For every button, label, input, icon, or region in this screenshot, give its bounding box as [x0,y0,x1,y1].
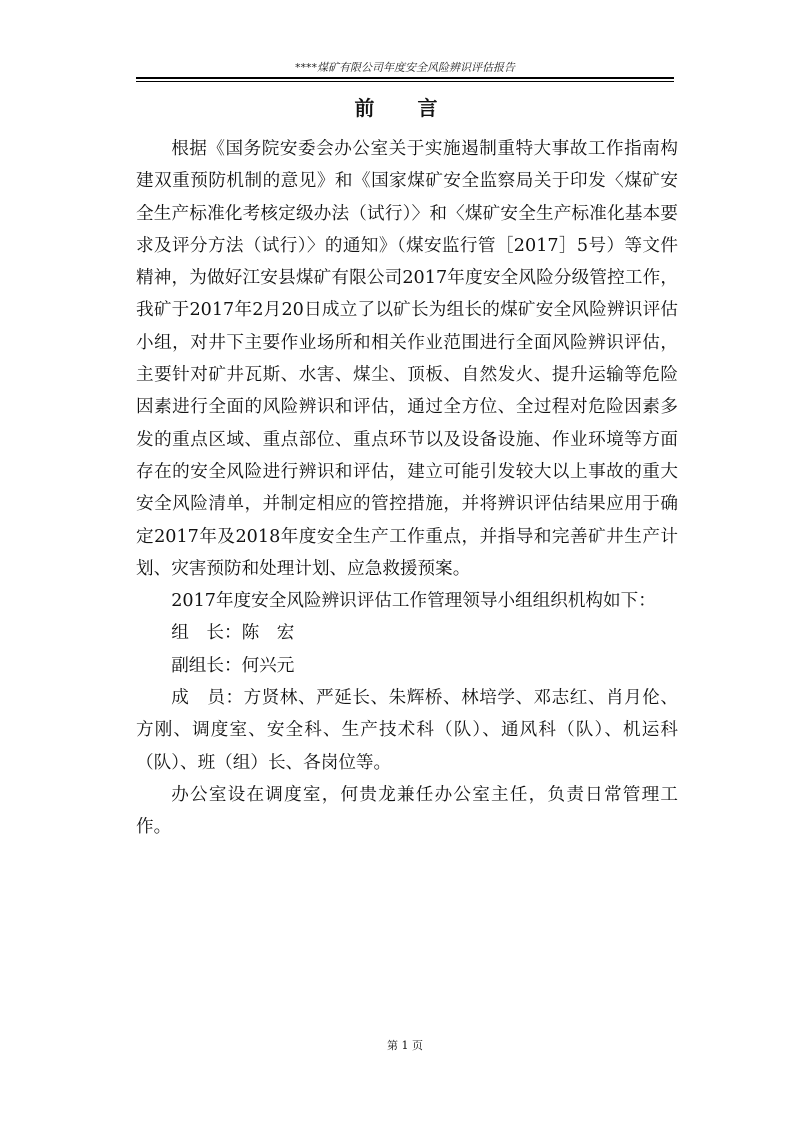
document-body [136,133,678,844]
team-leader: 组 长：陈 宏 [171,623,295,644]
document-title: 前 言 [354,96,456,120]
deputy-leader: 副组长：何兴元 [171,655,295,676]
page-header: ****煤矿有限公司年度安全风险辨识评估报告 [295,61,515,74]
page-number: 第 1 页 [387,1039,423,1052]
office-note: 办公室设在调度室，何贵龙兼任办公室主任，负责日常管理工作。 [136,784,678,838]
header-rule-thin [136,81,674,82]
organization-intro: 2017年度安全风险辨识评估工作管理领导小组组织机构如下： [171,591,656,612]
intro-paragraph: 根据《国务院安委会办公室关于实施遏制重特大事故工作指南构建双重预防机制的意见》和《国家煤矿安全监察局关于印发〈煤矿安全生产标准化考核定级办法（试行）〉和〈煤矿安全生产标准化基本要求及评分方法（试行）〉的通知》（煤安监行管［2017］5号）等文件精神，为做好江安县煤矿有限公司2017年度安全风险分级管控工作，我矿于2017年2月20日成立了以矿长为组长的煤矿安全风险辨识评估小组，对井下主要作业场所和相关作业范围进行全面风险辨识评估，主要针对矿井瓦斯、水害、煤尘、顶板、自然发火、提升运输等危险因素进行全面的风险辨识和评估，通过全方位、全过程对危险因素多发的重点区域、重点部位、重点环节以及设备设施、作业环境等方面存在的安全风险进行辨识和评估，建立可能引发较大以上事故的重大安全风险清单，并制定相应的管控措施，并将辨识评估结果应用于确定2017年及2018年度安全生产工作重点，并指导和完善矿井生产计划、灾害预防和处理计划、应急救援预案。 [136,139,678,579]
header-rule-thick [136,77,674,79]
team-members: 成 员：方贤林、严延长、朱辉桥、林培学、邓志红、肖月伦、方刚、调度室、安全科、生产技术科（队）、通风科（队）、机运科（队）、班（组）长、各岗位等。 [136,688,678,773]
